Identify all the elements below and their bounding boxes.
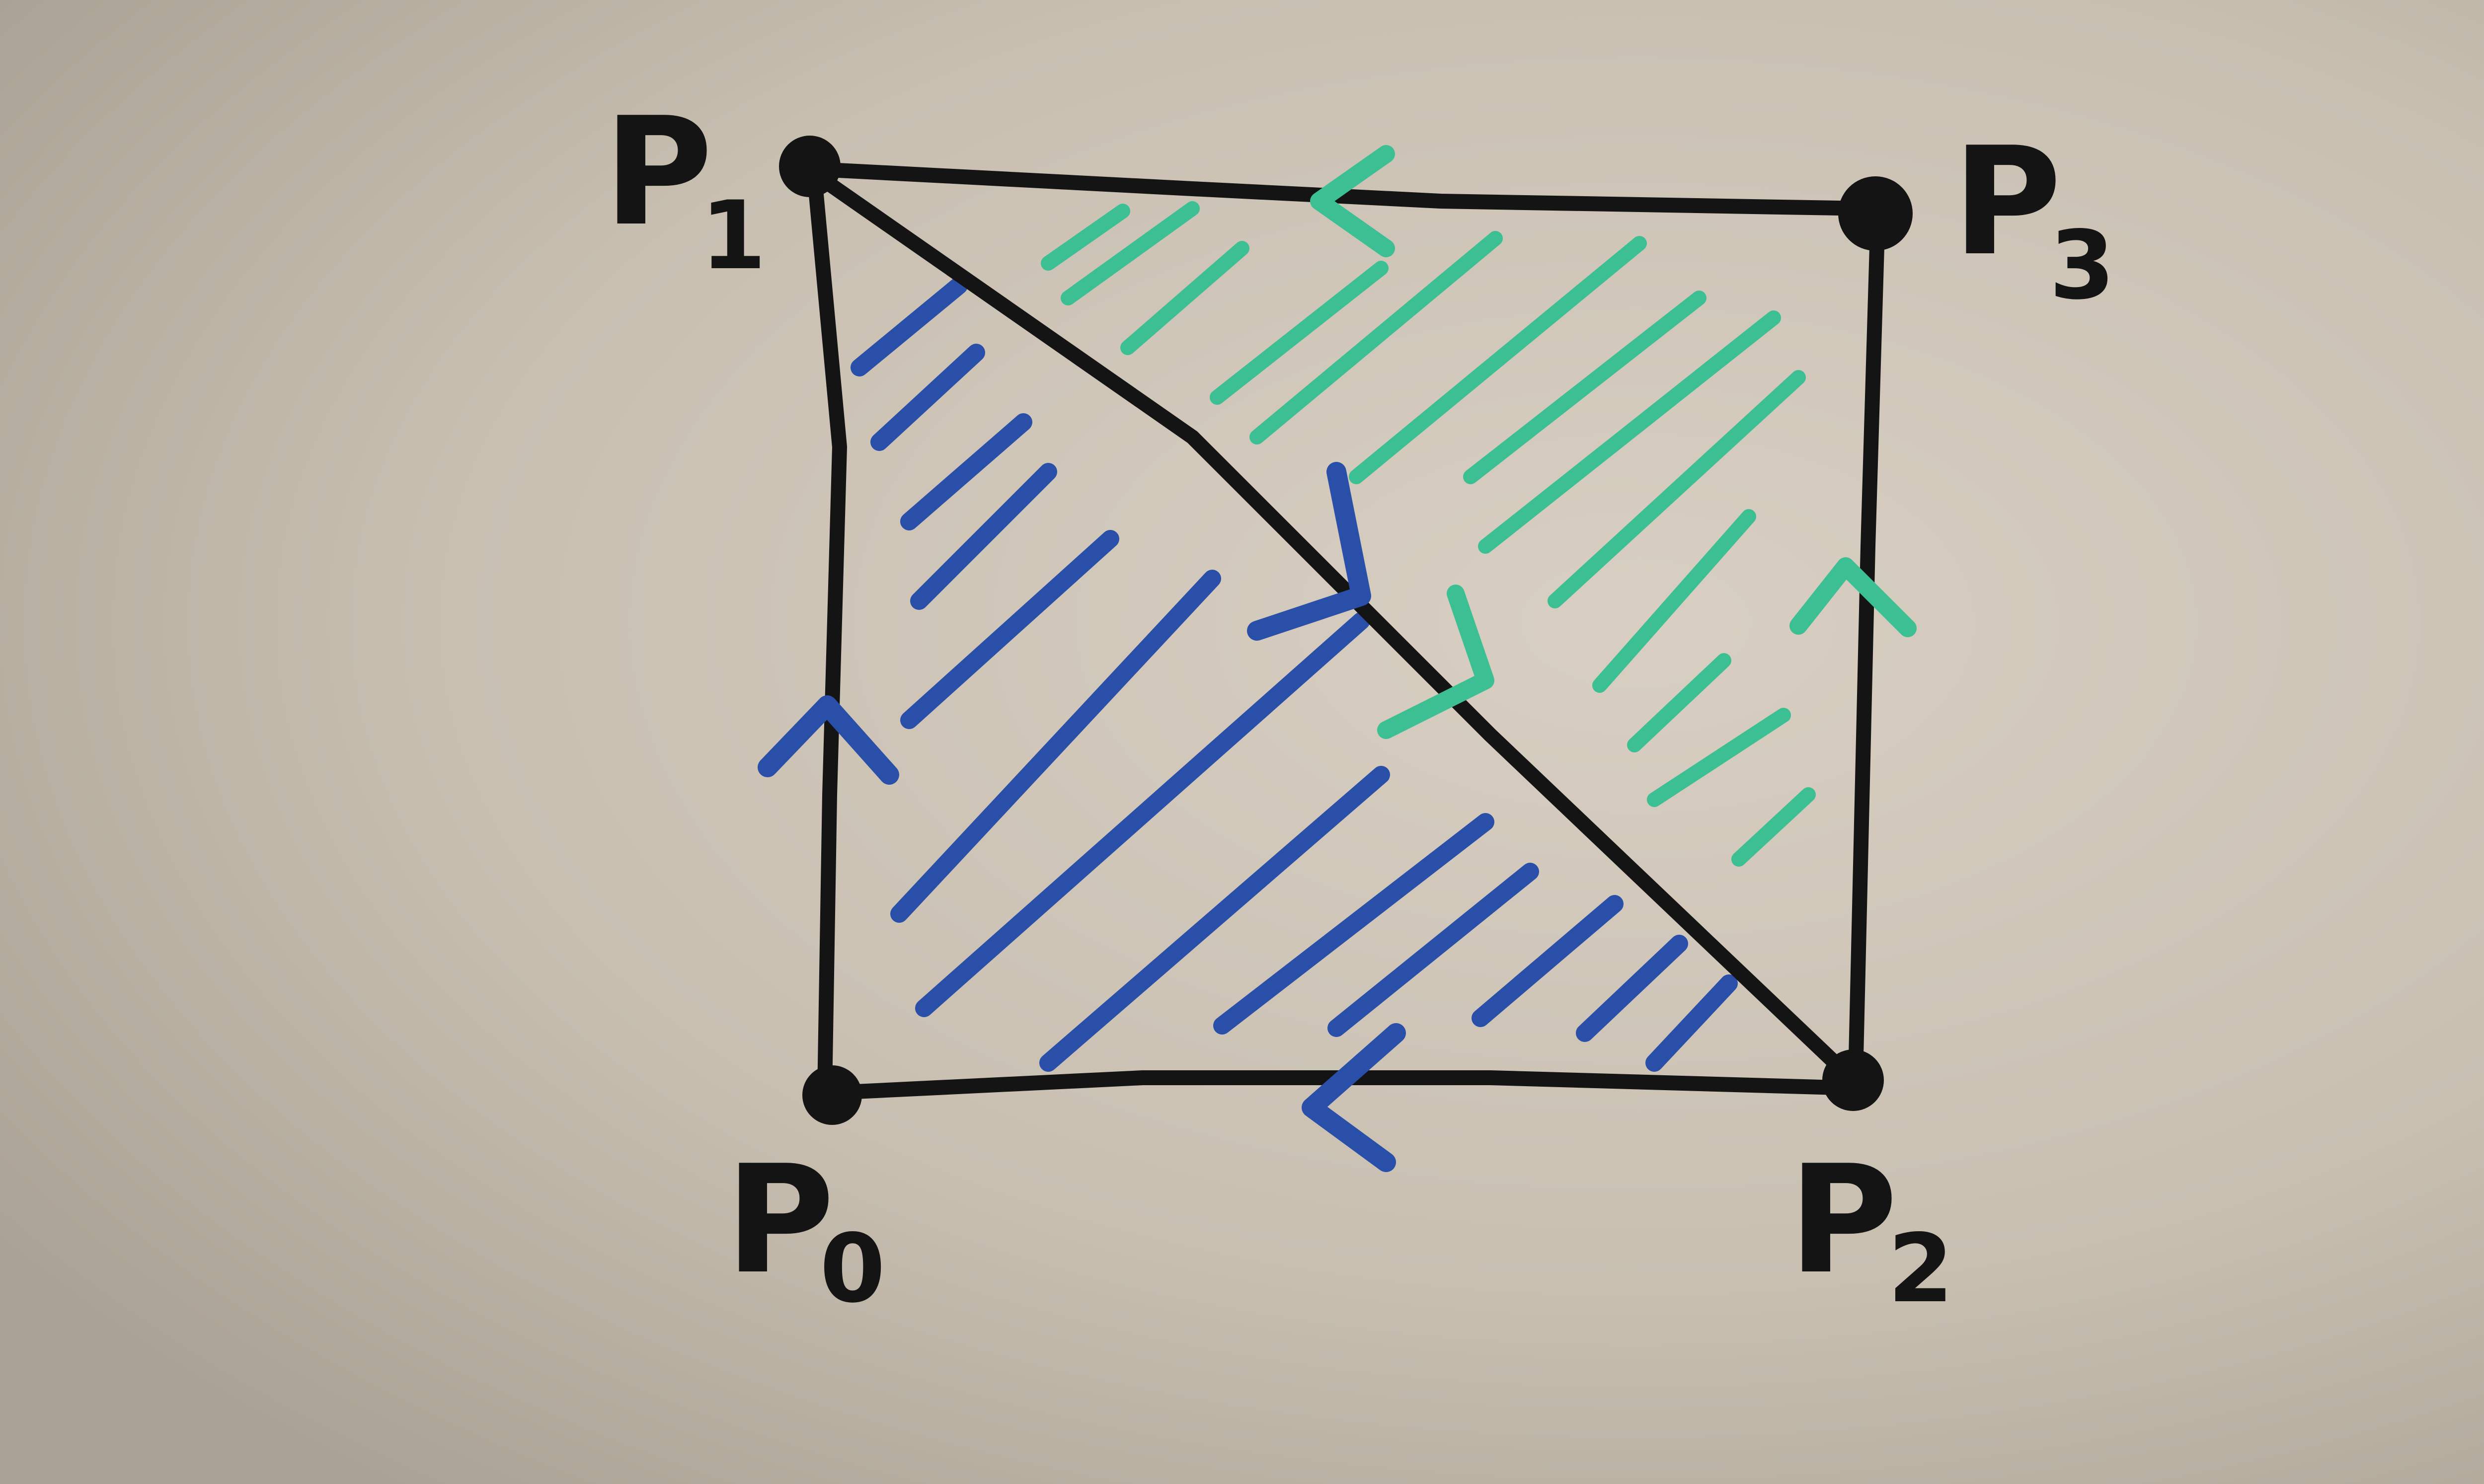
p3-vertex-dot bbox=[1838, 176, 1913, 251]
svg-text:2: 2 bbox=[1888, 1214, 1954, 1324]
svg-text:P: P bbox=[1788, 1133, 1898, 1307]
svg-text:P: P bbox=[604, 85, 713, 259]
p2-vertex-dot bbox=[1822, 1049, 1884, 1111]
svg-text:P: P bbox=[725, 1133, 835, 1307]
p1-vertex-dot bbox=[779, 136, 841, 197]
p0-vertex-dot bbox=[802, 1065, 862, 1125]
svg-text:1: 1 bbox=[700, 181, 767, 291]
svg-text:0: 0 bbox=[820, 1214, 886, 1324]
svg-text:P: P bbox=[1952, 115, 2062, 289]
svg-text:3: 3 bbox=[2049, 211, 2115, 320]
